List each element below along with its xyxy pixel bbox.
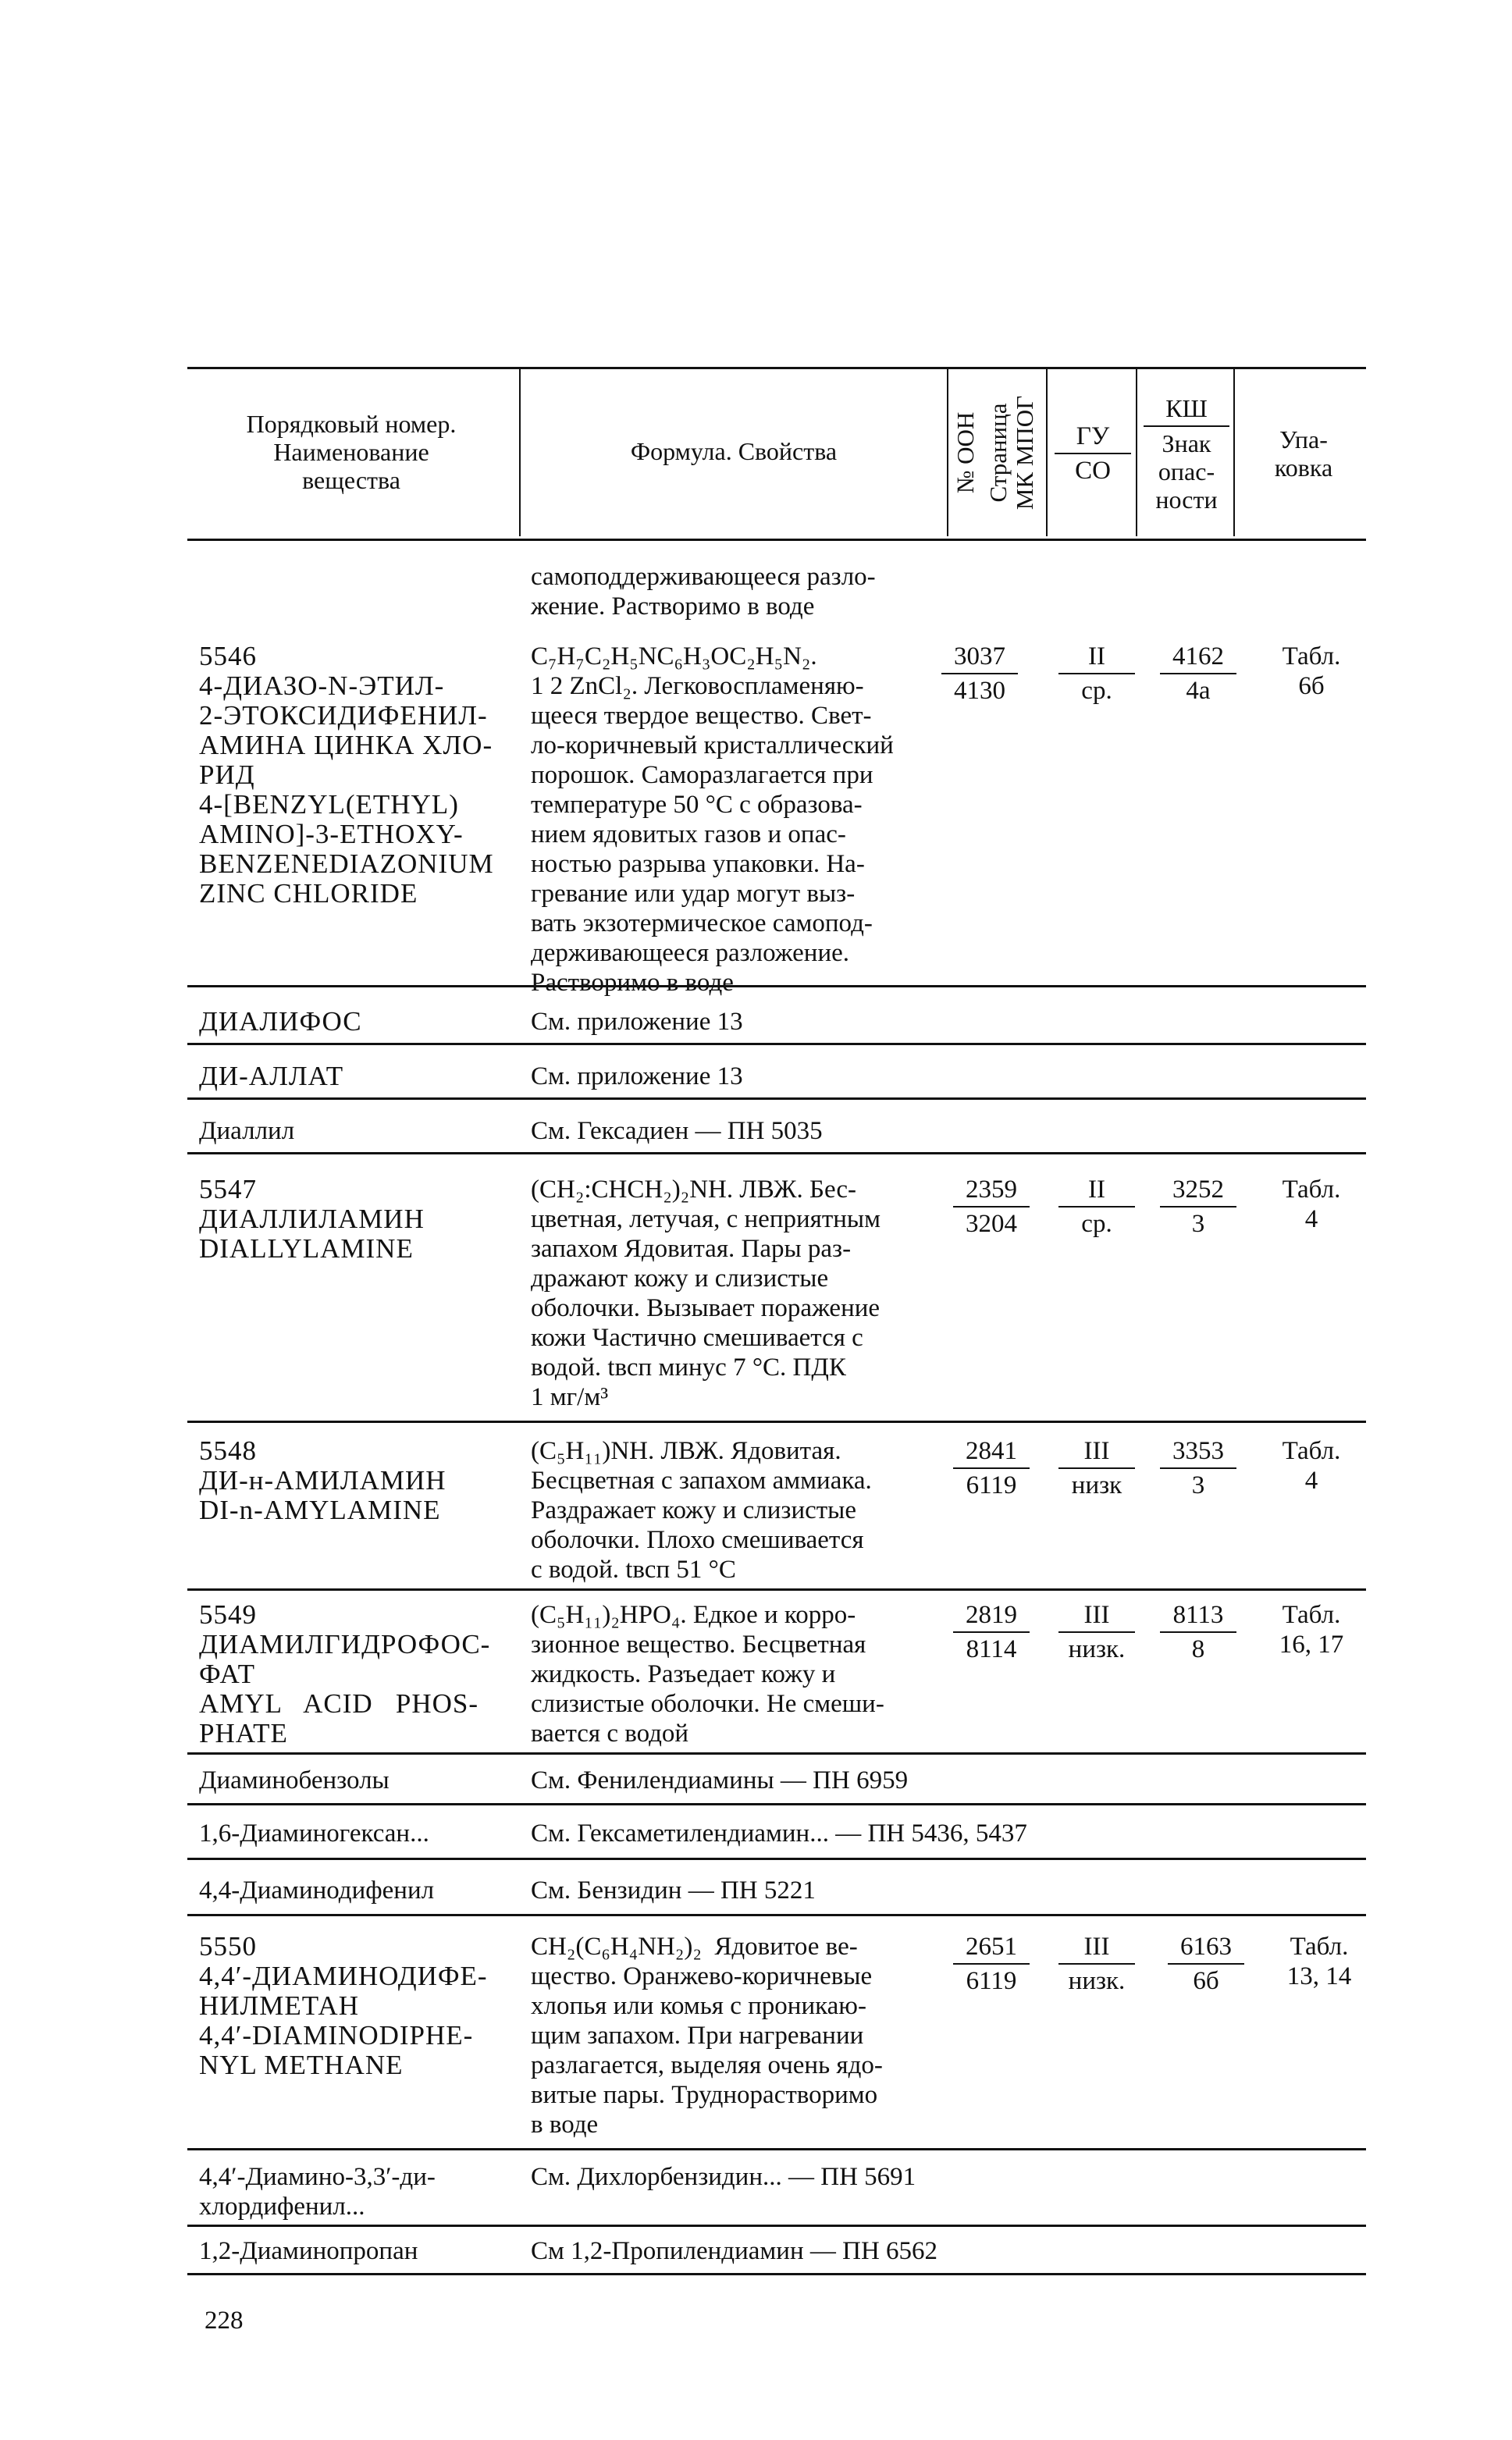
co-value: низк. — [1068, 1635, 1126, 1663]
entry-pack-5546: Табл. 6б — [1282, 642, 1341, 700]
mk-page: 6119 — [966, 1471, 1017, 1499]
ref-name: ДИАЛИФОС — [199, 1006, 362, 1037]
entry-un-5547 — [948, 1175, 1034, 1239]
entry-props-5548: (C₅H₁₁)NH. ЛВЖ. Ядовитая. Бесцветная с запахом аммиака. Раздражает кожу и слизистые оболочки. Плохо смешивается с водой. tвсп 51 °С — [531, 1437, 872, 1584]
entry-un-5546 — [937, 642, 1023, 706]
gu-value: III — [1083, 1437, 1110, 1465]
entry-pack-5550: Табл. 13, 14 — [1286, 1933, 1352, 1990]
entry-pack-5547: Табл. 4 — [1282, 1176, 1341, 1233]
entry-props-5550: CH₂(C₆H₄NH₂)₂ Ядовитое ве- щество. Оранжево-коричневые хлопья или комья с проникаю- щим запахом. При нагревании разлагается, выделяя очень ядо- витые пары. Труднорастворимо в воде — [531, 1933, 883, 2139]
ref-name: ДИ-АЛЛАТ — [199, 1061, 344, 1091]
ref-see: См. Фенилендиамины — ПН 6959 — [531, 1766, 909, 1794]
entry-gu-5547 — [1054, 1175, 1140, 1239]
column-divider — [1136, 368, 1137, 536]
ksh-value: 3353 — [1172, 1437, 1224, 1465]
header-packaging: Упа- ковка — [1274, 425, 1333, 482]
ref-name: 1,6-Диаминогексан... — [199, 1819, 429, 1848]
hazard-sign-value: 4а — [1186, 677, 1211, 705]
entry-pack-5548: Табл. 4 — [1282, 1437, 1341, 1495]
entry-props-5546: C₇H₇C₂H₅NC₆H₃OC₂H₅N₂. 1 2 ZnCl₂. Легковоспламеняю- щееся твердое вещество. Свет- ло-коричневый кристаллический порошок. Саморазлагается при температуре 50 °С с образова- нием ядовитых газов и опас- ностью разрыва упаковки. На- гревание или удар могут выз- вать экзотермическое самопод- держивающееся разложение. Растворимо в воде — [531, 642, 894, 997]
header-formula-column: Формула. Свойства — [630, 437, 838, 465]
table-top-rule — [187, 367, 1366, 369]
ref-name: 1,2-Диаминопропан — [199, 2237, 418, 2265]
row-rule — [187, 1588, 1366, 1591]
entry-un-5550 — [948, 1932, 1034, 1996]
un-number: 3037 — [954, 642, 1005, 670]
row-rule — [187, 1043, 1366, 1045]
entry-ksh-5548 — [1155, 1436, 1241, 1500]
column-divider — [519, 368, 521, 536]
gu-value: III — [1083, 1601, 1110, 1629]
ksh-value: 4162 — [1172, 642, 1224, 670]
ref-name: 4,4′-Диамино-3,3′-ди- хлордифенил... — [199, 2163, 436, 2221]
row-rule — [187, 2225, 1366, 2227]
row-rule — [187, 1803, 1366, 1805]
header-page-mk: Страница МК МПОГ — [984, 395, 1038, 510]
row-rule — [187, 1858, 1366, 1860]
ref-name: Диаминобензолы — [199, 1766, 390, 1794]
ksh-value: 6163 — [1180, 1933, 1232, 1961]
hazard-sign-value: 6б — [1193, 1967, 1219, 1995]
column-divider — [947, 368, 948, 536]
row-rule — [187, 985, 1366, 987]
entry-ksh-5550 — [1163, 1932, 1249, 1996]
entry-name-5548: 5548 ДИ-н-АМИЛАМИН DI-n-AMYLAMINE — [199, 1435, 446, 1525]
ksh-value: 3252 — [1172, 1176, 1224, 1204]
entry-props-5547: (CH₂:CHCH₂)₂NH. ЛВЖ. Бес- цветная, летучая, с неприятным запахом Ядовитая. Пары раз- дражают кожу и слизистые оболочки. Вызывает поражение кожи Частично смешивается с водой. tвсп минус 7 °С. ПДК 1 мг/м³ — [531, 1176, 881, 1411]
header-ksh-rule — [1144, 425, 1229, 427]
entry-name-5550: 5550 4,4′-ДИАМИНОДИФЕ- НИЛМЕТАН 4,4′-DIAMINODIPHE- NYL METHANE — [199, 1931, 488, 2080]
entry-props-5549: (C₅H₁₁)₂HPO₄. Едкое и корро- зионное вещество. Бесцветная жидкость. Разъедает кожу и слизистые оболочки. Не смеши- вается с водой — [531, 1601, 884, 1748]
row-rule — [187, 2148, 1366, 2150]
entry-pack-5549: Табл. 16, 17 — [1279, 1601, 1344, 1659]
hazard-sign-value: 3 — [1191, 1471, 1205, 1499]
entry-gu-5549 — [1054, 1600, 1140, 1664]
gu-value: II — [1088, 1176, 1105, 1204]
co-value: ср. — [1081, 677, 1112, 705]
ref-see: См 1,2-Пропилендиамин — ПН 6562 — [531, 2237, 938, 2265]
header-bottom-rule — [187, 539, 1366, 541]
page-number: 228 — [205, 2307, 244, 2335]
mk-page: 4130 — [954, 677, 1005, 705]
column-divider — [1046, 368, 1048, 536]
gu-value: III — [1083, 1933, 1110, 1961]
mk-page: 6119 — [966, 1967, 1017, 1995]
ref-see: См. Гексадиен — ПН 5035 — [531, 1117, 823, 1145]
header-name-column: Порядковый номер. Наименование вещества — [246, 410, 457, 494]
mk-page: 8114 — [966, 1635, 1017, 1663]
header-un-number: № ООН — [952, 411, 979, 494]
header-gu: ГУ — [1076, 422, 1110, 450]
row-rule — [187, 1152, 1366, 1154]
ref-see: См. Бензидин — ПН 5221 — [531, 1876, 816, 1905]
un-number: 2841 — [966, 1437, 1017, 1465]
gu-value: II — [1088, 642, 1105, 670]
entry-ksh-5546 — [1155, 642, 1241, 706]
header-gu-co — [1050, 421, 1136, 486]
entry-ksh-5547 — [1155, 1175, 1241, 1239]
entry-un-5548 — [948, 1436, 1034, 1500]
entry-name-5549: 5549 ДИАМИЛГИДРОФОС- ФАТ AMYL ACID PHOS- PHATE — [199, 1599, 491, 1748]
hazard-sign-value: 8 — [1191, 1635, 1205, 1663]
column-divider — [1233, 368, 1235, 536]
co-value: низк. — [1068, 1967, 1126, 1995]
header-ksh: КШ — [1165, 394, 1208, 422]
continuation-text: самоподдерживающееся разло- жение. Растворимо в воде — [531, 563, 876, 621]
ref-see: См. Дихлорбензидин... — ПН 5691 — [531, 2163, 916, 2191]
un-number: 2651 — [966, 1933, 1017, 1961]
ref-see: См. приложение 13 — [531, 1062, 743, 1090]
table-bottom-rule — [187, 2273, 1366, 2275]
entry-ksh-5549 — [1155, 1600, 1241, 1664]
ref-name: 4,4-Диаминодифенил — [199, 1876, 435, 1905]
row-rule — [187, 1752, 1366, 1755]
un-number: 2359 — [966, 1176, 1017, 1204]
co-value: ср. — [1081, 1210, 1112, 1238]
mk-page: 3204 — [966, 1210, 1017, 1238]
ref-see: См. Гексаметилендиамин... — ПН 5436, 5437 — [531, 1819, 1027, 1848]
un-number: 2819 — [966, 1601, 1017, 1629]
ref-see: См. приложение 13 — [531, 1008, 743, 1036]
row-rule — [187, 1421, 1366, 1423]
header-co: СО — [1075, 457, 1111, 485]
entry-gu-5550 — [1054, 1932, 1140, 1996]
header-hazard-sign: Знак опас- ности — [1155, 429, 1218, 514]
entry-name-5547: 5547 ДИАЛЛИЛАМИН DIALLYLAMINE — [199, 1174, 425, 1264]
row-rule — [187, 1097, 1366, 1100]
entry-gu-5548 — [1054, 1436, 1140, 1500]
row-rule — [187, 1914, 1366, 1916]
entry-gu-5546 — [1054, 642, 1140, 706]
ref-name: Диаллил — [199, 1117, 295, 1145]
co-value: низк — [1071, 1471, 1122, 1499]
ksh-value: 8113 — [1172, 1601, 1224, 1629]
entry-name-5546: 5546 4-ДИАЗО-N-ЭТИЛ- 2-ЭТОКСИДИФЕНИЛ- АМИНА ЦИНКА ХЛО- РИД 4-[BENZYL(ETHYL) AMINO]-3-ETHOXY- BENZENEDIAZONIUM ZINC CHLORIDE — [199, 641, 494, 909]
hazard-sign-value: 3 — [1191, 1210, 1205, 1238]
entry-un-5549 — [948, 1600, 1034, 1664]
